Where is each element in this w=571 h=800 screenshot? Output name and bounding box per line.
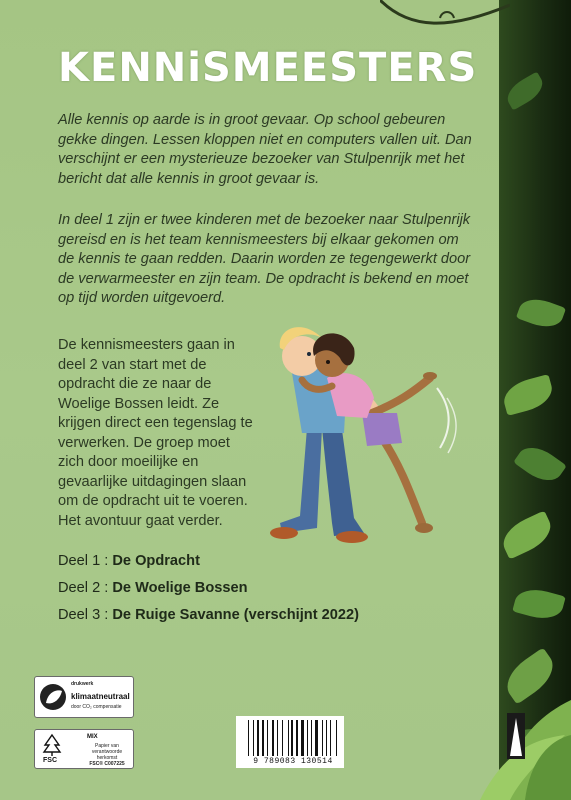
series-title: De Opdracht bbox=[112, 553, 200, 569]
leaf-decoration bbox=[516, 293, 566, 332]
barcode-bar bbox=[279, 720, 281, 756]
barcode-bar bbox=[315, 720, 318, 756]
barcode-bar bbox=[282, 720, 283, 756]
barcode-bar bbox=[248, 720, 249, 756]
series-label: Deel 2 : bbox=[58, 580, 113, 596]
leaf-decoration bbox=[502, 71, 548, 110]
story-paragraph: De kennismeesters gaan in deel 2 van start met de opdracht die ze naar de Woelige Bossen leidt. Ze krijgen direct een tegenslag te verwerken. De groep moet zich door moeilijke en gevaarlijke uitdagingen slaan om de opdracht uit te voeren. Het avontuur gaat verder. bbox=[58, 337, 253, 529]
barcode-bar bbox=[277, 720, 278, 756]
series-title: De Woelige Bossen bbox=[112, 580, 248, 596]
barcode-bar bbox=[255, 720, 256, 756]
isbn-barcode bbox=[236, 716, 344, 768]
series-item-2 bbox=[58, 575, 478, 602]
fsc-text: Papier van verantwoorde herkomst bbox=[91, 743, 123, 761]
vine-top bbox=[380, 0, 510, 40]
barcode-bar bbox=[296, 720, 298, 756]
fsc-mix-label: MIX bbox=[87, 734, 98, 740]
barcode-bars bbox=[248, 720, 338, 756]
leaf-decoration bbox=[512, 584, 566, 623]
barcode-bar bbox=[336, 720, 337, 756]
intro-paragraph-2: In deel 1 zijn er twee kinderen met de bezoeker naar Stulpenrijk gereisd en is het team kennismeesters bij elkaar gekomen om de kennis te gaan redden. Daarin worden ze tegengewerkt door de verwarmeester en zijn team. De opdracht is bekend en moet op tijd worden uitgevoerd. bbox=[58, 212, 471, 306]
isbn-number: 9 789083 130514 bbox=[253, 757, 333, 766]
barcode-bar bbox=[275, 720, 276, 756]
leaf-globe-icon bbox=[38, 681, 68, 713]
barcode-bar bbox=[332, 720, 335, 756]
barcode-bar bbox=[265, 720, 266, 756]
leaf-decoration bbox=[513, 439, 567, 488]
barcode-bar bbox=[313, 720, 314, 756]
barcode-bar bbox=[260, 720, 261, 756]
barcode-bar bbox=[299, 720, 300, 756]
series-label: Deel 3 : bbox=[58, 607, 113, 623]
barcode-bar bbox=[253, 720, 254, 756]
barcode-bar bbox=[294, 720, 295, 756]
fsc-badge bbox=[34, 729, 134, 769]
barcode-bar bbox=[267, 720, 268, 756]
series-item-1 bbox=[58, 548, 478, 575]
barcode-bar bbox=[319, 720, 321, 756]
barcode-bar bbox=[307, 720, 308, 756]
klima-main-label: klimaatneutraal bbox=[71, 692, 130, 701]
barcode-bar bbox=[262, 720, 264, 756]
barcode-bar bbox=[257, 720, 260, 756]
leaf-decoration bbox=[497, 510, 557, 559]
barcode-bar bbox=[269, 720, 271, 756]
series-item-3 bbox=[58, 602, 478, 629]
klima-sub-label: door CO₂ compensatie bbox=[71, 704, 122, 710]
barcode-bar bbox=[272, 720, 275, 756]
barcode-bar bbox=[284, 720, 287, 756]
barcode-bar bbox=[305, 720, 306, 756]
fsc-label: FSC bbox=[43, 757, 57, 764]
klima-top-label: drukwerk bbox=[71, 681, 94, 687]
fsc-code: FSC® C007225 bbox=[89, 761, 125, 767]
barcode-bar bbox=[290, 720, 291, 756]
children-illustration bbox=[262, 318, 462, 558]
barcode-bar bbox=[324, 720, 325, 756]
series-label: Deel 1 : bbox=[58, 553, 113, 569]
leaf-decoration bbox=[500, 374, 556, 416]
series-title: De Ruige Savanne (verschijnt 2022) bbox=[112, 607, 359, 623]
barcode-bar bbox=[328, 720, 329, 756]
barcode-bar bbox=[291, 720, 293, 756]
intro-paragraph-1: Alle kennis op aarde is in groot gevaar. Op school gebeuren gekke dingen. Lessen kloppen niet en computers vallen uit. Dan verschijnt er een mysterieuze bezoeker van Stulpenrijk met het bericht dat alle kennis in groot gevaar is. bbox=[58, 112, 472, 187]
barcode-bar bbox=[301, 720, 304, 756]
barcode-bar bbox=[309, 720, 311, 756]
series-list bbox=[58, 548, 478, 629]
barcode-bar bbox=[250, 720, 252, 756]
klimaatneutraal-badge bbox=[34, 676, 134, 718]
barcode-bar bbox=[330, 720, 331, 756]
barcode-bar bbox=[311, 720, 312, 756]
barcode-bar bbox=[322, 720, 323, 756]
publisher-logo bbox=[506, 712, 526, 760]
fsc-tree-icon bbox=[41, 733, 63, 757]
barcode-bar bbox=[326, 720, 328, 756]
series-logo: KENNiSMEESTERS bbox=[58, 45, 478, 91]
barcode-bar bbox=[288, 720, 289, 756]
